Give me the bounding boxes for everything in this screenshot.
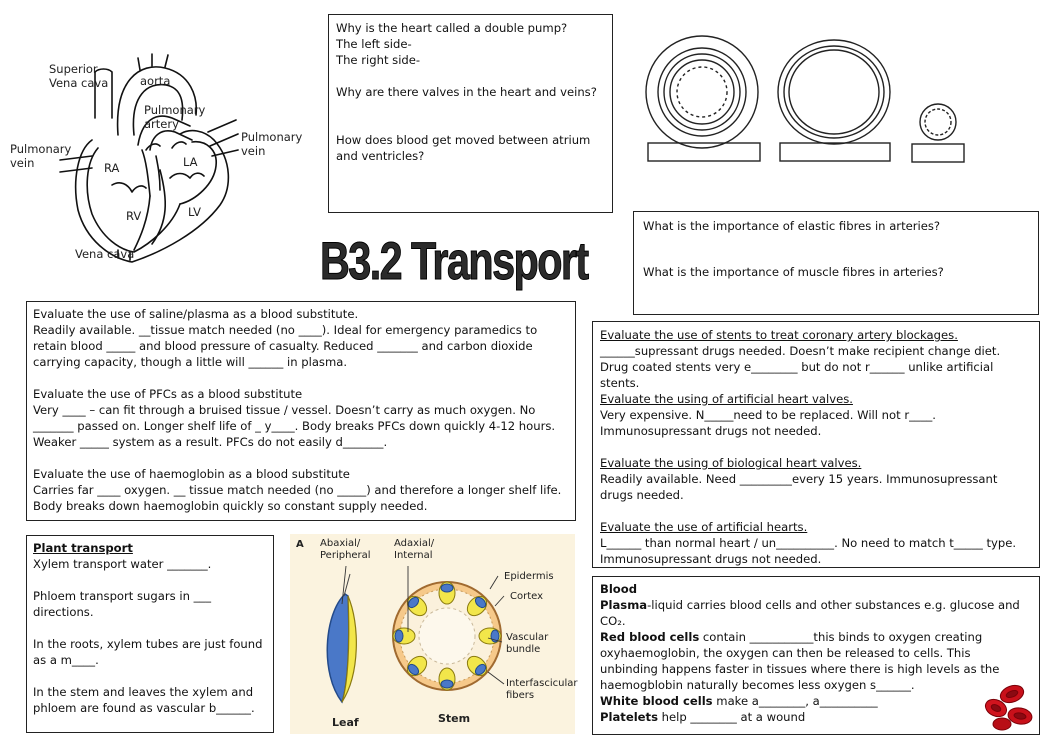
blood-vessels-drawing [640, 30, 970, 170]
plasma-paragraph [600, 597, 1032, 629]
red-blood-cells-icon [982, 682, 1038, 732]
blood-substitutes-box [26, 301, 576, 521]
question-elastic-fibres: What is the importance of elastic fibres in arteries? [643, 219, 941, 233]
blood-heading: Blood [600, 582, 638, 596]
page-title: B3.2 Transport [320, 232, 588, 291]
artificial-hearts-heading: Evaluate the use of artificial hearts. [600, 520, 808, 534]
stents-valves-box [592, 321, 1040, 568]
label-cortex: Cortex [510, 591, 544, 602]
label-abaxial: Abaxial/ Peripheral [320, 538, 371, 561]
artificial-hearts-text: L______ than normal heart / un__________. No need to match t_____ type. Immunosupressant drugs not needed. [600, 536, 1017, 566]
plasma-text: -liquid carries blood cells and other substances e.g. glucose and CO₂. [600, 598, 1020, 628]
red-cells-text: contain ___________this binds to oxygen creating oxyhaemoglobin, the oxygen can then be released to cells. This unbinding happens faster in tissues where there is high levels as the haemogblobin naturally becomes less oxygen s______. [600, 630, 1000, 692]
stem-leaves-line: In the stem and leaves the xylem and phloem are found as vascular b______. [33, 685, 255, 715]
label-vena-cava: Vena cava [75, 247, 135, 261]
platelets-text: help ________ at a wound [657, 710, 806, 724]
label-la: LA [183, 155, 198, 169]
double-pump-box [328, 14, 613, 213]
plant-transport-box [26, 535, 274, 733]
panel-letter: A [296, 539, 304, 550]
phloem-line: Phloem transport sugars in ___ directions. [33, 589, 212, 619]
label-pulmonary-vein-right: Pulmonary vein [241, 130, 303, 158]
haemoglobin-text: Carries far ____ oxygen. __ tissue match needed (no _____) and therefore a longer shelf life. Body breaks down haemoglobin quickly so constant supply needed. [33, 483, 562, 513]
saline-heading: Evaluate the use of saline/plasma as a blood substitute. [33, 307, 359, 321]
stents-text: ______supressant drugs needed. Doesn’t make recipient change diet. Drug coated stents very e________ but do not r______ unlike artificial stents. [600, 344, 1001, 390]
left-side-line: The left side- [336, 37, 412, 51]
white-cells-paragraph [600, 693, 1032, 709]
plant-heading: Plant transport [33, 541, 133, 555]
label-lv: LV [188, 205, 202, 219]
platelets-label: Platelets [600, 710, 658, 724]
label-leaf: Leaf [332, 716, 359, 729]
label-pulmonary-vein-left: Pulmonary vein [10, 142, 72, 170]
question-valves: Why are there valves in the heart and veins? [336, 85, 597, 99]
pfc-text: Very ____ – can fit through a bruised tissue / vessel. Doesn’t carry as much oxygen. No _______ passed on. Longer shelf life of _ y____. Body breaks PFCs down quickly 4-12 hours. Weaker _____ system as a result. PFCs do not easily d_______. [33, 403, 556, 449]
biological-valves-heading: Evaluate the using of biological heart valves. [600, 456, 862, 470]
platelets-paragraph [600, 709, 1032, 725]
label-vascular-bundle: Vascular bundle [506, 632, 549, 655]
question-atrium-ventricles: How does blood get moved between atrium and ventricles? [336, 133, 591, 163]
pfc-heading: Evaluate the use of PFCs as a blood substitute [33, 387, 303, 401]
question-double-pump: Why is the heart called a double pump? [336, 21, 568, 35]
plasma-label: Plasma [600, 598, 648, 612]
stents-heading: Evaluate the use of stents to treat coronary artery blockages. [600, 328, 958, 342]
xylem-line: Xylem transport water _______. [33, 557, 212, 571]
red-cells-paragraph [600, 629, 1032, 693]
label-aorta: aorta [140, 74, 171, 88]
right-side-line: The right side- [336, 53, 421, 67]
label-adaxial: Adaxial/ Internal [394, 538, 435, 561]
label-superior-vena-cava: Superior Vena cava [49, 62, 109, 90]
label-pulmonary-artery: Pulmonary artery [144, 103, 206, 131]
label-ra: RA [104, 161, 120, 175]
blood-box [592, 576, 1040, 735]
question-muscle-fibres: What is the importance of muscle fibres in arteries? [643, 265, 944, 279]
white-cells-label: White blood cells [600, 694, 713, 708]
fibres-box [633, 211, 1039, 315]
haemoglobin-heading: Evaluate the use of haemoglobin as a blood substitute [33, 467, 350, 481]
label-epidermis: Epidermis [504, 571, 554, 582]
label-stem: Stem [438, 712, 471, 725]
biological-valves-text: Readily available. Need _________every 15 years. Immunosupressant drugs needed. [600, 472, 998, 502]
artificial-valves-text: Very expensive. N_____need to be replaced. Will not r____. Immunosupressant drugs not needed. [600, 408, 936, 438]
label-rv: RV [126, 209, 142, 223]
plant-diagram [290, 534, 578, 734]
artificial-valves-heading: Evaluate the using of artificial heart valves. [600, 392, 853, 406]
white-cells-text: make a________, a__________ [712, 694, 878, 708]
roots-line: In the roots, xylem tubes are just found as a m____. [33, 637, 263, 667]
label-interfascicular: Interfascicular fibers [506, 678, 578, 701]
saline-text: Readily available. __tissue match needed (no ____). Ideal for emergency paramedics to retain blood _____ and blood pressure of casualty. Reduced _______ and carbon dioxide carrying capacity, though a little will ______ in plasma. [33, 323, 538, 369]
red-cells-label: Red blood cells [600, 630, 700, 644]
